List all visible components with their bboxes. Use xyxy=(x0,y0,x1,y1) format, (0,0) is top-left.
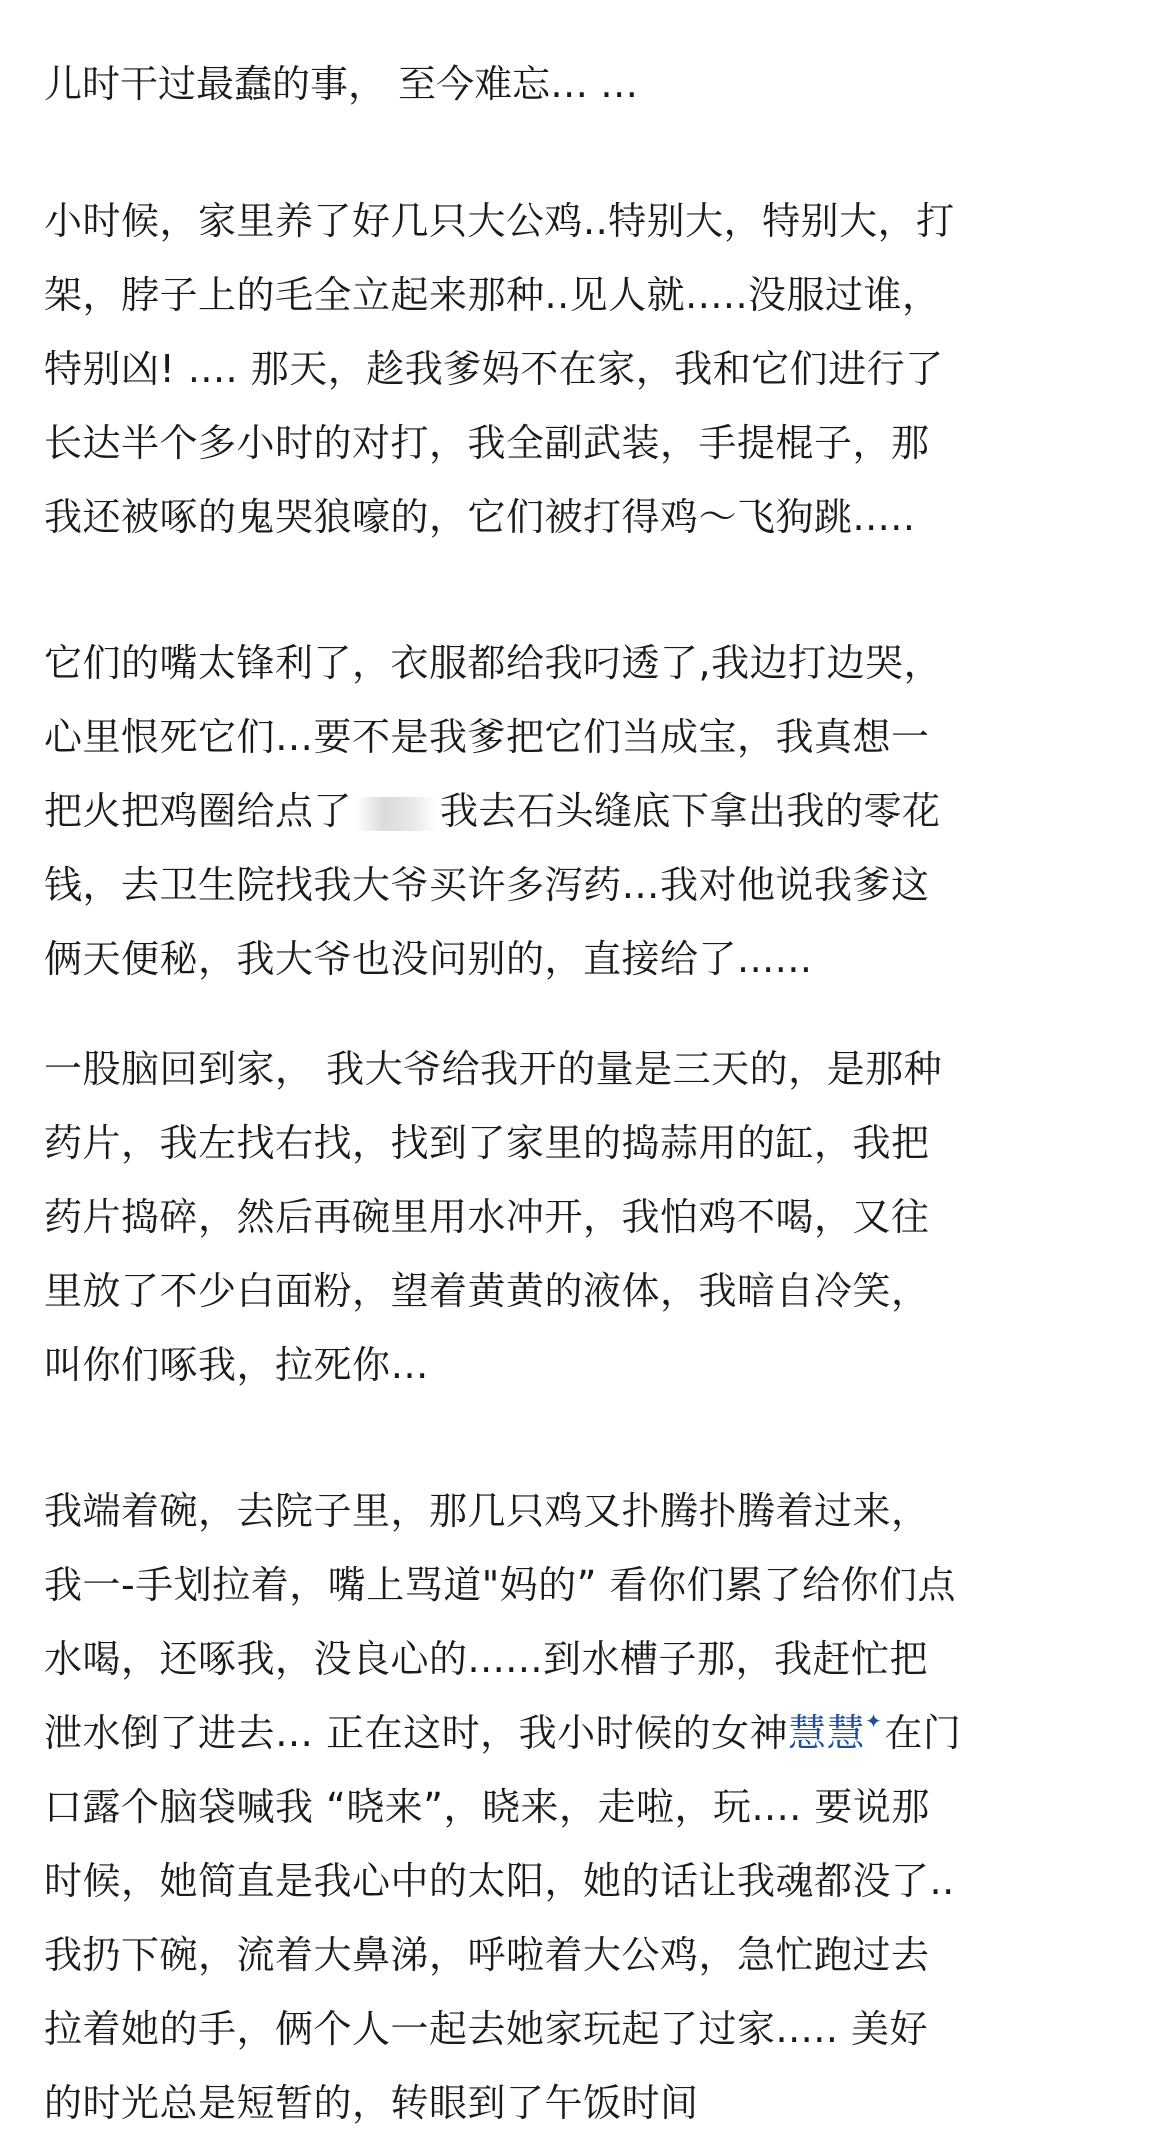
article-title: 儿时干过最蠢的事， 至今难忘… … xyxy=(44,62,639,106)
paragraph-line: 我端着碗，去院子里，那几只鸡又扑腾扑腾着过来， xyxy=(44,1489,930,1533)
paragraph-line: 俩天便秘，我大爷也没问别的，直接给了...... xyxy=(44,937,813,981)
paragraph-1 xyxy=(44,184,1144,554)
paragraph-line: 拉着她的手，俩个人一起去她家玩起了过家..... 美好 xyxy=(44,2007,928,2051)
text-segment: 把火把鸡圈给点了 xyxy=(44,789,353,833)
paragraph-line: 特别凶! .... 那天，趁我爹妈不在家，我和它们进行了 xyxy=(44,347,944,391)
blurred-mark xyxy=(356,797,436,831)
paragraph-line: 药片，我左找右找，找到了家里的捣蒜用的缸，我把 xyxy=(44,1121,930,1165)
text-segment: 泄水倒了进去… 正在这时，我小时候的女神 xyxy=(44,1711,789,1755)
paragraph-line: 长达半个多小时的对打，我全副武装，手提棍子，那 xyxy=(44,421,930,465)
text-segment: 在门 xyxy=(884,1711,962,1755)
paragraph-line xyxy=(44,774,1144,848)
paragraph-line: 它们的嘴太锋利了，衣服都给我叼透了,我边打边哭， xyxy=(44,641,943,685)
paragraph-line: 钱，去卫生院找我大爷买许多泻药…我对他说我爹这 xyxy=(44,863,930,907)
paragraph-line: 里放了不少白面粉，望着黄黄的液体，我暗自冷笑， xyxy=(44,1269,930,1313)
paragraph-2 xyxy=(44,626,1144,996)
paragraph-line: 口露个脑袋喊我 “晓来”，晓来，走啦，玩.... 要说那 xyxy=(44,1785,930,1829)
paragraph-line: 架，脖子上的毛全立起来那种..见人就.....没服过谁， xyxy=(44,273,941,317)
text-segment: 我去石头缝底下拿出我的零花 xyxy=(440,789,941,833)
paragraph-3 xyxy=(44,1032,1144,1402)
paragraph-line: 时候，她简直是我心中的太阳，她的话让我魂都没了.. xyxy=(44,1859,955,1903)
search-link-huihui[interactable]: 慧慧 xyxy=(788,1711,866,1755)
paragraph-4 xyxy=(44,1474,1144,2140)
paragraph-line: 水喝，还啄我，没良心的......到水槽子那，我赶忙把 xyxy=(44,1637,928,1681)
paragraph-line: 我还被啄的鬼哭狼嚎的，它们被打得鸡～飞狗跳..... xyxy=(44,495,916,539)
paragraph-line: 我扔下碗，流着大鼻涕，呼啦着大公鸡，急忙跑过去 xyxy=(44,1933,930,1977)
sparkle-icon: ✦ xyxy=(865,1709,883,1733)
paragraph-line: 药片捣碎，然后再碗里用水冲开，我怕鸡不喝，又往 xyxy=(44,1195,930,1239)
paragraph-line: 小时候，家里养了好几只大公鸡..特别大，特别大，打 xyxy=(44,199,955,243)
paragraph-line: 一股脑回到家， 我大爷给我开的量是三天的，是那种 xyxy=(44,1047,943,1091)
paragraph-line xyxy=(44,1696,1144,1770)
paragraph-line: 叫你们啄我，拉死你… xyxy=(44,1343,430,1387)
paragraph-line: 我一-手划拉着，嘴上骂道"妈的” 看你们累了给你们点 xyxy=(44,1563,956,1607)
paragraph-line: 心里恨死它们…要不是我爹把它们当成宝，我真想一 xyxy=(44,715,930,759)
paragraph-line: 的时光总是短暂的，转眼到了午饭时间 xyxy=(44,2081,699,2125)
